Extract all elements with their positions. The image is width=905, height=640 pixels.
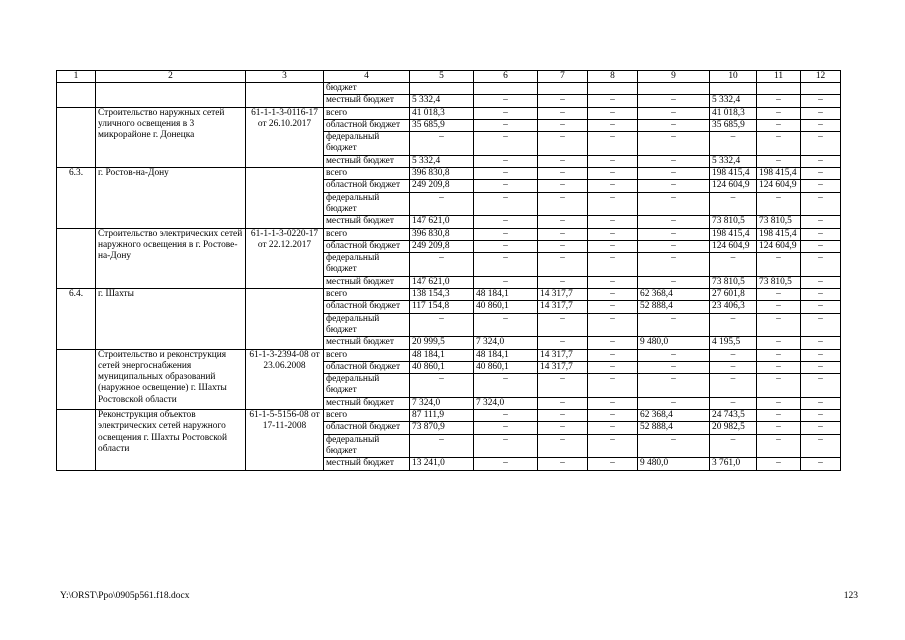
amount-cell: – bbox=[538, 410, 588, 422]
amount-cell: 48 184,1 bbox=[474, 349, 538, 361]
item-number: 6.4. bbox=[57, 289, 96, 349]
amount-cell: – bbox=[474, 168, 538, 180]
amount-cell: – bbox=[588, 95, 638, 107]
amount-cell: – bbox=[757, 132, 801, 156]
amount-cell: – bbox=[757, 361, 801, 373]
funding-source: местный бюджет bbox=[324, 276, 410, 288]
amount-cell: – bbox=[638, 192, 710, 216]
funding-source: всего bbox=[324, 228, 410, 240]
amount-cell: – bbox=[588, 216, 638, 228]
funding-source: местный бюджет bbox=[324, 216, 410, 228]
amount-cell: – bbox=[757, 410, 801, 422]
amount-cell: – bbox=[588, 422, 638, 434]
amount-cell: – bbox=[757, 301, 801, 313]
amount-cell bbox=[474, 83, 538, 95]
amount-cell: – bbox=[757, 155, 801, 167]
funding-source: всего bbox=[324, 289, 410, 301]
item-number bbox=[57, 349, 96, 409]
amount-cell: – bbox=[410, 132, 474, 156]
amount-cell: – bbox=[474, 132, 538, 156]
amount-cell: 73 870,9 bbox=[410, 422, 474, 434]
funding-source: областной бюджет bbox=[324, 361, 410, 373]
item-number: 6.3. bbox=[57, 168, 96, 228]
amount-cell: – bbox=[638, 119, 710, 131]
amount-cell: – bbox=[801, 422, 841, 434]
amount-cell: – bbox=[588, 168, 638, 180]
amount-cell: – bbox=[538, 155, 588, 167]
header-cell: 5 bbox=[410, 71, 474, 83]
amount-cell bbox=[757, 83, 801, 95]
amount-cell: – bbox=[474, 434, 538, 458]
amount-cell: – bbox=[757, 119, 801, 131]
amount-cell: – bbox=[474, 374, 538, 398]
object-name: Строительство наружных сетей уличного освещения в 3 микрорайоне г. Донецка bbox=[96, 107, 246, 167]
amount-cell: 14 317,7 bbox=[538, 289, 588, 301]
amount-cell: – bbox=[588, 240, 638, 252]
funding-source: всего bbox=[324, 107, 410, 119]
amount-cell: 7 324,0 bbox=[474, 337, 538, 349]
amount-cell: 5 332,4 bbox=[410, 155, 474, 167]
amount-cell: – bbox=[801, 434, 841, 458]
amount-cell: – bbox=[801, 155, 841, 167]
amount-cell: – bbox=[638, 253, 710, 277]
amount-cell: – bbox=[757, 107, 801, 119]
amount-cell: – bbox=[801, 253, 841, 277]
amount-cell: – bbox=[588, 253, 638, 277]
funding-source: местный бюджет bbox=[324, 95, 410, 107]
amount-cell: – bbox=[801, 276, 841, 288]
amount-cell: – bbox=[801, 349, 841, 361]
amount-cell: – bbox=[801, 313, 841, 337]
amount-cell: 52 888,4 bbox=[638, 301, 710, 313]
header-cell: 3 bbox=[246, 71, 324, 83]
amount-cell: 4 195,5 bbox=[710, 337, 757, 349]
amount-cell: – bbox=[638, 349, 710, 361]
amount-cell: – bbox=[588, 337, 638, 349]
amount-cell: – bbox=[801, 374, 841, 398]
header-cell: 6 bbox=[474, 71, 538, 83]
amount-cell: – bbox=[801, 132, 841, 156]
header-cell: 8 bbox=[588, 71, 638, 83]
amount-cell: – bbox=[538, 107, 588, 119]
object-name: г. Ростов-на-Дону bbox=[96, 168, 246, 228]
amount-cell: – bbox=[474, 107, 538, 119]
amount-cell: – bbox=[801, 216, 841, 228]
funding-source: областной бюджет bbox=[324, 301, 410, 313]
amount-cell: – bbox=[710, 132, 757, 156]
header-row bbox=[57, 71, 841, 83]
expertise-ref bbox=[246, 83, 324, 108]
amount-cell: – bbox=[801, 180, 841, 192]
table-row bbox=[57, 410, 841, 422]
amount-cell: 52 888,4 bbox=[638, 422, 710, 434]
amount-cell: – bbox=[538, 119, 588, 131]
amount-cell: – bbox=[638, 168, 710, 180]
object-name: Реконструкция объектов электрических сетей наружного освещения г. Шахты Ростовской области bbox=[96, 410, 246, 470]
funding-source: областной бюджет bbox=[324, 422, 410, 434]
amount-cell: 40 860,1 bbox=[474, 301, 538, 313]
amount-cell bbox=[638, 83, 710, 95]
item-number bbox=[57, 228, 96, 288]
amount-cell: – bbox=[801, 410, 841, 422]
funding-source: местный бюджет bbox=[324, 155, 410, 167]
funding-source: бюджет bbox=[324, 83, 410, 95]
amount-cell: – bbox=[801, 301, 841, 313]
amount-cell: – bbox=[710, 253, 757, 277]
amount-cell: – bbox=[588, 349, 638, 361]
amount-cell: – bbox=[801, 192, 841, 216]
funding-source: местный бюджет bbox=[324, 337, 410, 349]
amount-cell: 62 368,4 bbox=[638, 410, 710, 422]
expertise-ref bbox=[246, 168, 324, 228]
amount-cell: 48 184,1 bbox=[474, 289, 538, 301]
amount-cell: 35 685,9 bbox=[710, 119, 757, 131]
amount-cell: – bbox=[588, 289, 638, 301]
amount-cell: – bbox=[588, 374, 638, 398]
amount-cell: – bbox=[474, 240, 538, 252]
funding-source: всего bbox=[324, 168, 410, 180]
amount-cell: 147 621,0 bbox=[410, 276, 474, 288]
amount-cell: – bbox=[757, 349, 801, 361]
amount-cell: 396 830,8 bbox=[410, 168, 474, 180]
amount-cell: 73 810,5 bbox=[710, 216, 757, 228]
funding-source: федеральный бюджет bbox=[324, 434, 410, 458]
amount-cell: – bbox=[474, 119, 538, 131]
expertise-ref: 61-1-5-5156-08 от 17-11-2008 bbox=[246, 410, 324, 470]
amount-cell: – bbox=[538, 276, 588, 288]
amount-cell: – bbox=[757, 458, 801, 470]
header-cell: 12 bbox=[801, 71, 841, 83]
amount-cell: – bbox=[757, 374, 801, 398]
amount-cell: – bbox=[801, 289, 841, 301]
amount-cell: – bbox=[474, 313, 538, 337]
header-cell: 10 bbox=[710, 71, 757, 83]
amount-cell: – bbox=[757, 192, 801, 216]
amount-cell: – bbox=[638, 434, 710, 458]
amount-cell: – bbox=[538, 422, 588, 434]
amount-cell: – bbox=[410, 253, 474, 277]
amount-cell: – bbox=[638, 240, 710, 252]
amount-cell bbox=[410, 83, 474, 95]
object-name: Строительство электрических сетей наружного освещения в г. Ростове-на-Дону bbox=[96, 228, 246, 288]
amount-cell: 147 621,0 bbox=[410, 216, 474, 228]
header-cell: 7 bbox=[538, 71, 588, 83]
amount-cell: – bbox=[638, 397, 710, 409]
amount-cell: – bbox=[474, 410, 538, 422]
item-number bbox=[57, 83, 96, 108]
amount-cell: – bbox=[588, 434, 638, 458]
amount-cell: – bbox=[638, 276, 710, 288]
amount-cell: – bbox=[801, 119, 841, 131]
amount-cell: – bbox=[474, 276, 538, 288]
amount-cell: – bbox=[538, 434, 588, 458]
amount-cell: – bbox=[801, 95, 841, 107]
amount-cell: – bbox=[474, 192, 538, 216]
amount-cell: 198 415,4 bbox=[710, 228, 757, 240]
table-body bbox=[57, 83, 841, 471]
amount-cell: – bbox=[801, 361, 841, 373]
funding-source: местный бюджет bbox=[324, 458, 410, 470]
amount-cell: – bbox=[801, 458, 841, 470]
amount-cell: – bbox=[538, 374, 588, 398]
amount-cell: – bbox=[538, 132, 588, 156]
amount-cell: – bbox=[588, 228, 638, 240]
table-row bbox=[57, 168, 841, 180]
amount-cell: 41 018,3 bbox=[710, 107, 757, 119]
object-name bbox=[96, 83, 246, 108]
amount-cell: 62 368,4 bbox=[638, 289, 710, 301]
amount-cell: – bbox=[538, 216, 588, 228]
item-number bbox=[57, 410, 96, 470]
amount-cell: – bbox=[757, 289, 801, 301]
budget-table bbox=[56, 70, 841, 471]
amount-cell: – bbox=[474, 216, 538, 228]
amount-cell: 5 332,4 bbox=[410, 95, 474, 107]
amount-cell: 124 604,9 bbox=[710, 240, 757, 252]
amount-cell: 249 209,8 bbox=[410, 240, 474, 252]
amount-cell: – bbox=[474, 253, 538, 277]
amount-cell: – bbox=[538, 313, 588, 337]
amount-cell: 7 324,0 bbox=[474, 397, 538, 409]
table-row bbox=[57, 289, 841, 301]
amount-cell: – bbox=[638, 155, 710, 167]
funding-source: областной бюджет bbox=[324, 180, 410, 192]
amount-cell: 9 480,0 bbox=[638, 458, 710, 470]
amount-cell: 20 999,5 bbox=[410, 337, 474, 349]
amount-cell: – bbox=[638, 95, 710, 107]
amount-cell: – bbox=[801, 337, 841, 349]
amount-cell: – bbox=[757, 434, 801, 458]
amount-cell: 23 406,3 bbox=[710, 301, 757, 313]
header-cell: 9 bbox=[638, 71, 710, 83]
amount-cell: – bbox=[588, 107, 638, 119]
amount-cell: – bbox=[757, 313, 801, 337]
amount-cell: 73 810,5 bbox=[757, 276, 801, 288]
amount-cell: – bbox=[588, 410, 638, 422]
amount-cell: – bbox=[588, 276, 638, 288]
file-path: Y:\ORST\Ppo\0905p561.f18.docx bbox=[60, 591, 190, 601]
amount-cell: – bbox=[757, 337, 801, 349]
amount-cell: – bbox=[588, 458, 638, 470]
amount-cell: – bbox=[588, 301, 638, 313]
amount-cell bbox=[710, 83, 757, 95]
amount-cell: – bbox=[710, 313, 757, 337]
header-cell: 4 bbox=[324, 71, 410, 83]
amount-cell: 124 604,9 bbox=[757, 240, 801, 252]
amount-cell: – bbox=[474, 180, 538, 192]
amount-cell: 249 209,8 bbox=[410, 180, 474, 192]
amount-cell: – bbox=[638, 180, 710, 192]
amount-cell: – bbox=[538, 337, 588, 349]
amount-cell: – bbox=[538, 192, 588, 216]
amount-cell: 13 241,0 bbox=[410, 458, 474, 470]
amount-cell: – bbox=[538, 458, 588, 470]
amount-cell: 40 860,1 bbox=[474, 361, 538, 373]
funding-source: всего bbox=[324, 410, 410, 422]
page-number: 123 bbox=[843, 591, 858, 601]
amount-cell: – bbox=[588, 132, 638, 156]
amount-cell: – bbox=[638, 228, 710, 240]
amount-cell: – bbox=[538, 228, 588, 240]
item-number bbox=[57, 107, 96, 167]
amount-cell: – bbox=[474, 422, 538, 434]
expertise-ref: 61-1-3-2394-08 от 23.06.2008 bbox=[246, 349, 324, 409]
amount-cell: – bbox=[757, 422, 801, 434]
amount-cell: 14 317,7 bbox=[538, 349, 588, 361]
funding-source: федеральный бюджет bbox=[324, 374, 410, 398]
amount-cell: – bbox=[538, 240, 588, 252]
amount-cell: – bbox=[588, 180, 638, 192]
amount-cell: 198 415,4 bbox=[757, 168, 801, 180]
expertise-ref bbox=[246, 289, 324, 349]
amount-cell: – bbox=[638, 313, 710, 337]
amount-cell: – bbox=[474, 95, 538, 107]
amount-cell: – bbox=[588, 192, 638, 216]
header-cell: 11 bbox=[757, 71, 801, 83]
amount-cell: 14 317,7 bbox=[538, 301, 588, 313]
amount-cell: – bbox=[410, 192, 474, 216]
amount-cell: 3 761,0 bbox=[710, 458, 757, 470]
amount-cell: 7 324,0 bbox=[410, 397, 474, 409]
amount-cell: – bbox=[710, 374, 757, 398]
object-name: Строительство и реконструкция сетей энергоснабжения муниципальных образований (наружное освещение) г. Шахты Ростовской области bbox=[96, 349, 246, 409]
amount-cell: – bbox=[474, 155, 538, 167]
header-cell: 2 bbox=[96, 71, 246, 83]
amount-cell: 27 601,8 bbox=[710, 289, 757, 301]
amount-cell: – bbox=[538, 95, 588, 107]
table-row bbox=[57, 107, 841, 119]
amount-cell: – bbox=[757, 253, 801, 277]
amount-cell: – bbox=[638, 361, 710, 373]
amount-cell: – bbox=[588, 119, 638, 131]
amount-cell: – bbox=[410, 313, 474, 337]
amount-cell: – bbox=[757, 95, 801, 107]
amount-cell: – bbox=[801, 107, 841, 119]
amount-cell: 5 332,4 bbox=[710, 155, 757, 167]
amount-cell: – bbox=[588, 155, 638, 167]
amount-cell: 35 685,9 bbox=[410, 119, 474, 131]
object-name: г. Шахты bbox=[96, 289, 246, 349]
funding-source: всего bbox=[324, 349, 410, 361]
amount-cell: 138 154,3 bbox=[410, 289, 474, 301]
amount-cell: 24 743,5 bbox=[710, 410, 757, 422]
amount-cell: – bbox=[474, 458, 538, 470]
amount-cell: – bbox=[801, 240, 841, 252]
amount-cell: – bbox=[588, 397, 638, 409]
expertise-ref: 61-1-1-3-0220-17 от 22.12.2017 bbox=[246, 228, 324, 288]
amount-cell: – bbox=[638, 107, 710, 119]
amount-cell: – bbox=[710, 349, 757, 361]
amount-cell: 198 415,4 bbox=[710, 168, 757, 180]
amount-cell: 73 810,5 bbox=[757, 216, 801, 228]
amount-cell: 20 982,5 bbox=[710, 422, 757, 434]
amount-cell: – bbox=[538, 397, 588, 409]
amount-cell bbox=[538, 83, 588, 95]
table-row bbox=[57, 349, 841, 361]
header-cell: 1 bbox=[57, 71, 96, 83]
amount-cell: – bbox=[801, 168, 841, 180]
amount-cell: 124 604,9 bbox=[757, 180, 801, 192]
amount-cell: 41 018,3 bbox=[410, 107, 474, 119]
funding-source: местный бюджет bbox=[324, 397, 410, 409]
funding-source: областной бюджет bbox=[324, 240, 410, 252]
amount-cell: – bbox=[638, 374, 710, 398]
amount-cell: – bbox=[410, 434, 474, 458]
amount-cell: – bbox=[801, 228, 841, 240]
amount-cell: – bbox=[801, 397, 841, 409]
amount-cell: – bbox=[710, 397, 757, 409]
funding-source: федеральный бюджет bbox=[324, 192, 410, 216]
amount-cell: 87 111,9 bbox=[410, 410, 474, 422]
amount-cell: – bbox=[538, 253, 588, 277]
funding-source: федеральный бюджет bbox=[324, 313, 410, 337]
amount-cell: 117 154,8 bbox=[410, 301, 474, 313]
amount-cell: – bbox=[538, 168, 588, 180]
expertise-ref: 61-1-1-3-0116-17 от 26.10.2017 bbox=[246, 107, 324, 167]
amount-cell: 40 860,1 bbox=[410, 361, 474, 373]
amount-cell: 9 480,0 bbox=[638, 337, 710, 349]
amount-cell bbox=[588, 83, 638, 95]
amount-cell: – bbox=[638, 216, 710, 228]
amount-cell: 198 415,4 bbox=[757, 228, 801, 240]
amount-cell: 124 604,9 bbox=[710, 180, 757, 192]
amount-cell: – bbox=[474, 228, 538, 240]
table-row bbox=[57, 83, 841, 95]
amount-cell: 5 332,4 bbox=[710, 95, 757, 107]
amount-cell: 73 810,5 bbox=[710, 276, 757, 288]
amount-cell: – bbox=[410, 374, 474, 398]
funding-source: областной бюджет bbox=[324, 119, 410, 131]
amount-cell: 396 830,8 bbox=[410, 228, 474, 240]
amount-cell: – bbox=[588, 313, 638, 337]
amount-cell: – bbox=[638, 132, 710, 156]
amount-cell: – bbox=[538, 180, 588, 192]
funding-source: федеральный бюджет bbox=[324, 132, 410, 156]
amount-cell: – bbox=[710, 434, 757, 458]
funding-source: федеральный бюджет bbox=[324, 253, 410, 277]
amount-cell: – bbox=[710, 361, 757, 373]
amount-cell: – bbox=[588, 361, 638, 373]
amount-cell: 14 317,7 bbox=[538, 361, 588, 373]
amount-cell: 48 184,1 bbox=[410, 349, 474, 361]
amount-cell bbox=[801, 83, 841, 95]
amount-cell: – bbox=[757, 397, 801, 409]
table-row bbox=[57, 228, 841, 240]
amount-cell: – bbox=[710, 192, 757, 216]
